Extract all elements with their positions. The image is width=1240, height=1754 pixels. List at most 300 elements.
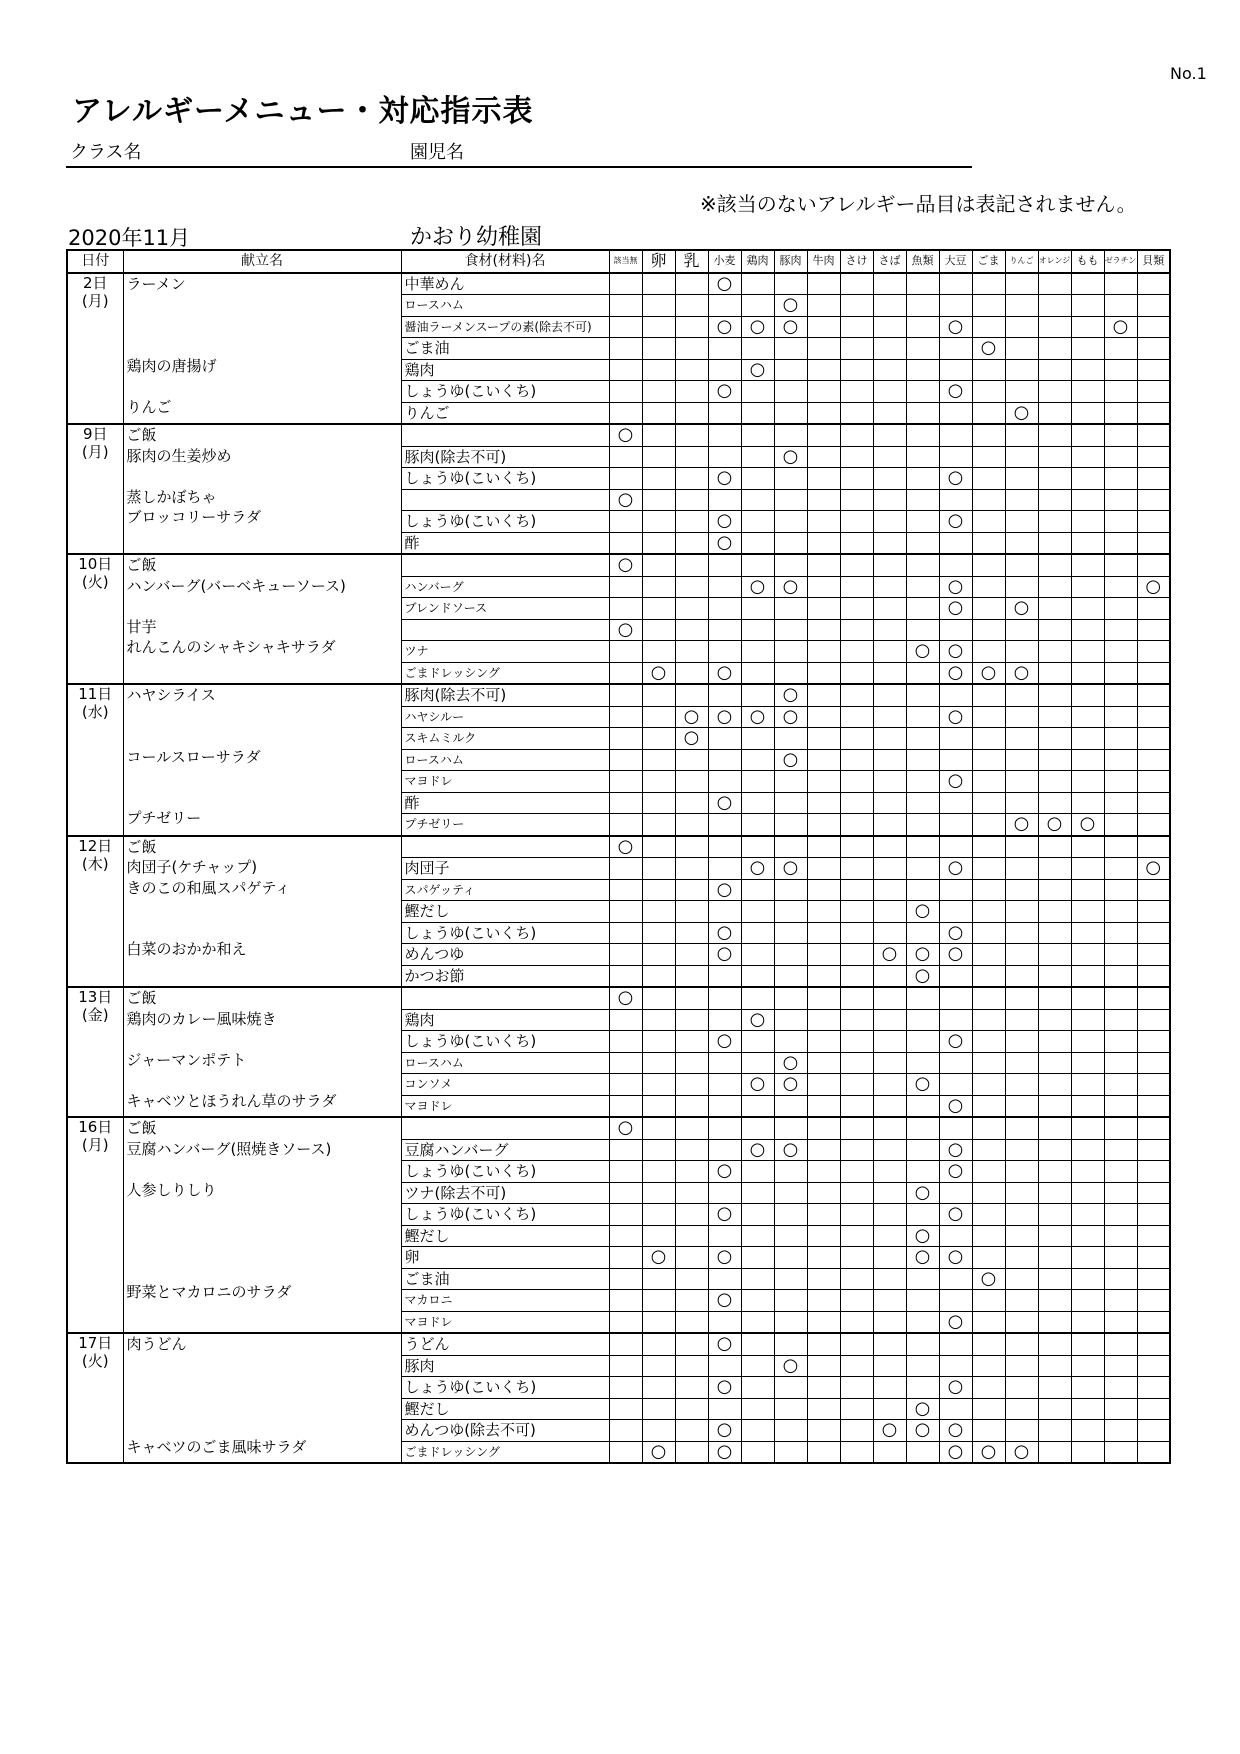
allergen-mark-cell — [642, 706, 675, 728]
allergen-mark-cell — [642, 489, 675, 511]
allergen-mark-cell — [1005, 944, 1038, 966]
allergen-mark-cell — [1038, 1031, 1071, 1053]
ingredient-cell: しょうゆ(こいくち) — [401, 1161, 609, 1183]
allergen-mark-cell — [1005, 619, 1038, 641]
allergen-mark-cell — [1104, 359, 1137, 381]
allergen-mark-cell — [807, 424, 840, 446]
allergen-mark-cell — [1038, 836, 1071, 858]
menu-name — [127, 466, 401, 487]
allergen-mark-cell — [741, 662, 774, 684]
allergen-mark-cell — [840, 749, 873, 771]
ingredient-cell: コンソメ — [401, 1074, 609, 1096]
header-row — [67, 250, 1170, 273]
allergen-mark-cell — [807, 489, 840, 511]
allergen-mark-cell — [642, 1420, 675, 1442]
allergen-mark-cell — [1137, 1095, 1170, 1117]
allergen-mark-cell — [840, 858, 873, 880]
allergen-mark-cell — [972, 446, 1005, 468]
allergen-mark-cell — [1005, 879, 1038, 901]
allergen-mark-cell — [807, 316, 840, 338]
allergen-mark-cell — [1137, 1074, 1170, 1096]
allergen-mark-cell — [675, 684, 708, 706]
allergen-mark-cell — [807, 706, 840, 728]
allergen-mark-cell — [1071, 295, 1104, 317]
allergen-mark-cell — [642, 771, 675, 793]
allergen-mark-cell: ○ — [609, 489, 642, 511]
allergen-mark-cell — [1104, 728, 1137, 750]
allergen-mark-cell — [840, 576, 873, 598]
allergen-mark-cell — [675, 1074, 708, 1096]
ingredient-cell: マカロニ — [401, 1290, 609, 1312]
allergen-mark-cell — [939, 1009, 972, 1031]
allergen-mark-cell — [741, 446, 774, 468]
allergen-mark-cell: ○ — [708, 662, 741, 684]
allergen-mark-cell — [1038, 684, 1071, 706]
allergen-mark-cell — [1038, 749, 1071, 771]
allergen-mark-cell — [906, 1117, 939, 1139]
allergen-mark-cell — [1005, 858, 1038, 880]
allergen-mark-cell — [774, 944, 807, 966]
allergen-mark-cell — [906, 771, 939, 793]
allergen-mark-cell — [1137, 338, 1170, 360]
allergen-mark-cell: ○ — [1038, 814, 1071, 836]
allergen-mark-cell — [642, 879, 675, 901]
allergen-mark-cell — [1038, 576, 1071, 598]
allergen-mark-cell — [1104, 858, 1137, 880]
allergen-mark-cell — [840, 446, 873, 468]
allergen-mark-cell — [1104, 381, 1137, 403]
allergen-mark-cell: ○ — [708, 1377, 741, 1399]
allergen-mark-cell — [906, 576, 939, 598]
date-weekday: (金) — [81, 1006, 109, 1024]
allergen-mark-cell — [1104, 1290, 1137, 1312]
menu-name — [127, 1355, 401, 1376]
allergen-mark-cell: ○ — [675, 706, 708, 728]
allergen-mark-cell — [1071, 836, 1104, 858]
header-allergen: 乳 — [675, 250, 708, 273]
allergen-mark-cell: ○ — [906, 944, 939, 966]
allergen-mark-cell: ○ — [741, 1009, 774, 1031]
allergen-mark-cell: ○ — [972, 338, 1005, 360]
allergen-mark-cell — [1005, 511, 1038, 533]
allergen-mark-cell — [972, 1009, 1005, 1031]
allergen-mark-cell — [906, 1095, 939, 1117]
allergen-mark-cell — [741, 338, 774, 360]
allergen-mark-cell — [1104, 1204, 1137, 1226]
allergen-mark-cell — [840, 1355, 873, 1377]
allergen-mark-cell — [1104, 1182, 1137, 1204]
ingredient-cell: プチゼリー — [401, 814, 609, 836]
allergen-mark-cell — [840, 814, 873, 836]
allergen-mark-cell — [774, 1290, 807, 1312]
date-day: 2日 — [82, 273, 108, 292]
allergen-mark-cell — [873, 1247, 906, 1269]
allergen-mark-cell — [774, 468, 807, 490]
allergen-mark-cell — [1038, 1117, 1071, 1139]
allergen-mark-cell — [675, 424, 708, 446]
allergen-mark-cell — [873, 1117, 906, 1139]
allergen-mark-cell — [708, 1052, 741, 1074]
allergen-mark-cell: ○ — [939, 468, 972, 490]
allergen-mark-cell — [840, 1377, 873, 1399]
allergen-mark-cell — [642, 1268, 675, 1290]
allergen-mark-cell — [708, 1117, 741, 1139]
allergen-mark-cell: ○ — [741, 316, 774, 338]
allergen-mark-cell — [1005, 576, 1038, 598]
allergen-mark-cell — [807, 402, 840, 424]
allergen-mark-cell — [741, 1095, 774, 1117]
allergen-mark-cell — [1137, 641, 1170, 663]
allergen-mark-cell — [741, 641, 774, 663]
allergen-mark-cell: ○ — [1005, 402, 1038, 424]
allergen-mark-cell — [1137, 965, 1170, 987]
allergen-mark-cell — [708, 1268, 741, 1290]
allergen-mark-cell — [609, 468, 642, 490]
allergen-mark-cell — [741, 1398, 774, 1420]
allergen-mark-cell — [642, 402, 675, 424]
ingredient-cell: 豚肉(除去不可) — [401, 446, 609, 468]
ingredient-cell: ごまドレッシング — [401, 662, 609, 684]
allergen-mark-cell — [642, 359, 675, 381]
allergen-mark-cell — [741, 1290, 774, 1312]
allergen-mark-cell — [675, 1355, 708, 1377]
allergen-mark-cell — [972, 879, 1005, 901]
allergen-mark-cell — [708, 489, 741, 511]
allergen-mark-cell — [1071, 1225, 1104, 1247]
allergen-mark-cell — [1038, 511, 1071, 533]
allergen-mark-cell — [1005, 1377, 1038, 1399]
allergen-mark-cell — [1071, 359, 1104, 381]
allergen-mark-cell — [642, 1290, 675, 1312]
allergen-mark-cell — [1137, 468, 1170, 490]
allergen-mark-cell — [1071, 1161, 1104, 1183]
ingredient-cell: 鶏肉 — [401, 359, 609, 381]
allergen-mark-cell — [840, 511, 873, 533]
allergen-mark-cell — [807, 1182, 840, 1204]
allergen-mark-cell — [873, 1009, 906, 1031]
allergen-mark-cell — [1071, 1268, 1104, 1290]
allergen-mark-cell — [939, 532, 972, 554]
allergen-mark-cell — [1104, 879, 1137, 901]
allergen-mark-cell — [1104, 402, 1137, 424]
allergen-mark-cell — [609, 1204, 642, 1226]
allergen-mark-cell — [906, 922, 939, 944]
allergen-mark-cell — [840, 1268, 873, 1290]
allergen-mark-cell — [642, 1095, 675, 1117]
allergen-mark-cell — [939, 728, 972, 750]
allergen-mark-cell — [906, 359, 939, 381]
allergen-mark-cell — [1071, 944, 1104, 966]
allergen-mark-cell — [873, 1182, 906, 1204]
allergen-mark-cell — [906, 273, 939, 295]
allergen-mark-cell — [807, 1333, 840, 1355]
allergen-mark-cell — [1038, 1052, 1071, 1074]
allergen-mark-cell — [1071, 381, 1104, 403]
allergen-mark-cell — [675, 792, 708, 814]
allergen-mark-cell — [1071, 987, 1104, 1009]
allergen-mark-cell — [741, 381, 774, 403]
allergen-mark-cell — [642, 1139, 675, 1161]
allergen-mark-cell — [840, 1333, 873, 1355]
allergen-mark-cell — [675, 814, 708, 836]
allergen-mark-cell — [1104, 901, 1137, 923]
allergen-mark-cell — [840, 1052, 873, 1074]
allergen-mark-cell — [708, 684, 741, 706]
table-body — [67, 273, 1170, 1464]
allergen-mark-cell — [906, 987, 939, 1009]
allergen-mark-cell — [609, 532, 642, 554]
allergen-mark-cell: ○ — [939, 598, 972, 620]
allergen-mark-cell — [1104, 1398, 1137, 1420]
allergen-mark-cell — [906, 402, 939, 424]
allergen-mark-cell — [807, 965, 840, 987]
allergen-mark-cell — [972, 511, 1005, 533]
allergen-mark-cell — [1038, 771, 1071, 793]
allergen-mark-cell — [1038, 273, 1071, 295]
allergen-mark-cell: ○ — [1137, 858, 1170, 880]
allergen-mark-cell — [840, 1247, 873, 1269]
allergen-mark-cell — [774, 1247, 807, 1269]
allergen-mark-cell — [1038, 1009, 1071, 1031]
allergen-mark-cell — [774, 728, 807, 750]
ingredient-cell: 酢 — [401, 792, 609, 814]
ingredient-cell: かつお節 — [401, 965, 609, 987]
allergen-mark-cell — [1137, 295, 1170, 317]
ingredient-cell: ごま油 — [401, 1268, 609, 1290]
allergen-mark-cell — [840, 879, 873, 901]
allergen-mark-cell — [642, 1311, 675, 1333]
header-allergen: ごま — [972, 250, 1005, 273]
allergen-mark-cell — [873, 316, 906, 338]
allergen-mark-cell — [1071, 316, 1104, 338]
allergen-mark-cell — [642, 1377, 675, 1399]
allergen-mark-cell — [774, 402, 807, 424]
allergen-mark-cell: ○ — [708, 468, 741, 490]
allergen-mark-cell — [609, 641, 642, 663]
ingredient-cell — [401, 424, 609, 446]
header-allergen: 大豆 — [939, 250, 972, 273]
allergen-mark-cell — [1038, 468, 1071, 490]
allergen-mark-cell — [774, 836, 807, 858]
allergen-mark-cell: ○ — [939, 1095, 972, 1117]
allergen-mark-cell — [807, 944, 840, 966]
allergen-mark-cell: ○ — [906, 1074, 939, 1096]
date-weekday: (月) — [81, 291, 109, 310]
allergen-mark-cell — [642, 1333, 675, 1355]
allergen-mark-cell — [1104, 338, 1137, 360]
allergen-mark-cell: ○ — [708, 381, 741, 403]
allergen-mark-cell — [807, 381, 840, 403]
date-cell — [67, 1117, 123, 1333]
allergen-mark-cell — [1137, 728, 1170, 750]
allergen-mark-cell — [1071, 1117, 1104, 1139]
allergen-mark-cell — [1137, 1031, 1170, 1053]
allergen-mark-cell — [675, 858, 708, 880]
allergen-mark-cell — [807, 792, 840, 814]
allergen-mark-cell — [675, 338, 708, 360]
allergen-mark-cell — [675, 749, 708, 771]
allergen-mark-cell: ○ — [708, 1333, 741, 1355]
allergen-mark-cell — [741, 728, 774, 750]
allergen-mark-cell — [675, 641, 708, 663]
allergen-mark-cell — [873, 468, 906, 490]
allergen-mark-cell — [741, 554, 774, 576]
allergen-mark-cell — [1038, 858, 1071, 880]
allergen-mark-cell: ○ — [708, 273, 741, 295]
allergen-mark-cell — [939, 1117, 972, 1139]
allergen-mark-cell — [972, 641, 1005, 663]
allergen-mark-cell — [1137, 879, 1170, 901]
allergen-mark-cell — [939, 836, 972, 858]
allergen-mark-cell — [873, 295, 906, 317]
allergen-mark-cell: ○ — [708, 1420, 741, 1442]
header-allergen: 卵 — [642, 250, 675, 273]
allergen-mark-cell — [906, 1290, 939, 1312]
date-weekday: (火) — [81, 573, 109, 591]
allergen-mark-cell: ○ — [906, 1420, 939, 1442]
ingredient-cell: めんつゆ(除去不可) — [401, 1420, 609, 1442]
menu-cell — [123, 987, 401, 1117]
allergen-mark-cell — [774, 1009, 807, 1031]
header-allergen: さけ — [840, 250, 873, 273]
allergen-mark-cell — [774, 489, 807, 511]
allergen-mark-cell — [1071, 1441, 1104, 1463]
allergen-mark-cell: ○ — [609, 554, 642, 576]
allergen-mark-cell — [807, 1420, 840, 1442]
allergen-mark-cell — [675, 922, 708, 944]
allergen-mark-cell — [972, 771, 1005, 793]
allergen-mark-cell — [1071, 619, 1104, 641]
allergen-mark-cell — [807, 987, 840, 1009]
allergen-mark-cell: ○ — [939, 316, 972, 338]
menu-name — [127, 1303, 401, 1324]
allergen-mark-cell — [1137, 662, 1170, 684]
menu-name: きのこの和風スパゲティ — [126, 878, 291, 897]
allergen-mark-cell — [774, 641, 807, 663]
allergen-mark-cell — [1071, 792, 1104, 814]
allergen-mark-cell — [708, 1009, 741, 1031]
allergen-mark-cell — [741, 814, 774, 836]
allergen-mark-cell — [1137, 1268, 1170, 1290]
allergen-mark-cell — [1137, 1333, 1170, 1355]
allergen-mark-cell — [642, 858, 675, 880]
allergen-mark-cell — [873, 359, 906, 381]
allergen-mark-cell — [1005, 295, 1038, 317]
name-line — [66, 140, 972, 168]
allergen-mark-cell — [873, 1161, 906, 1183]
allergen-mark-cell — [972, 316, 1005, 338]
date-cell — [67, 836, 123, 988]
allergen-mark-cell — [1071, 402, 1104, 424]
allergen-mark-cell: ○ — [939, 641, 972, 663]
allergen-mark-cell — [873, 1052, 906, 1074]
allergen-mark-cell — [708, 728, 741, 750]
allergen-mark-cell — [642, 965, 675, 987]
allergen-mark-cell — [807, 446, 840, 468]
allergen-mark-cell — [939, 359, 972, 381]
allergen-mark-cell — [675, 1398, 708, 1420]
allergen-mark-cell — [741, 965, 774, 987]
allergen-mark-cell — [675, 1204, 708, 1226]
allergen-mark-cell — [708, 771, 741, 793]
allergen-mark-cell: ○ — [741, 858, 774, 880]
allergen-mark-cell — [873, 771, 906, 793]
allergen-mark-cell — [675, 1225, 708, 1247]
allergen-mark-cell — [840, 684, 873, 706]
allergen-mark-cell — [642, 468, 675, 490]
allergen-mark-cell — [906, 1377, 939, 1399]
allergen-mark-cell — [1104, 295, 1137, 317]
allergen-mark-cell — [609, 316, 642, 338]
ingredient-cell — [401, 554, 609, 576]
year-month: 2020年11月 — [68, 226, 191, 250]
allergen-mark-cell — [675, 468, 708, 490]
allergen-mark-cell — [972, 836, 1005, 858]
allergen-mark-cell — [609, 792, 642, 814]
table-row — [67, 1117, 1170, 1139]
allergen-mark-cell — [939, 1333, 972, 1355]
allergen-mark-cell — [1005, 771, 1038, 793]
allergen-mark-cell — [741, 598, 774, 620]
allergen-mark-cell — [939, 489, 972, 511]
allergen-mark-cell — [741, 922, 774, 944]
allergen-mark-cell — [1005, 468, 1038, 490]
allergen-mark-cell — [807, 1031, 840, 1053]
allergen-mark-cell — [1071, 771, 1104, 793]
allergen-mark-cell — [807, 1377, 840, 1399]
allergen-mark-cell — [972, 1139, 1005, 1161]
allergen-mark-cell — [1071, 965, 1104, 987]
allergen-mark-cell — [1104, 944, 1137, 966]
allergen-mark-cell — [642, 814, 675, 836]
allergen-mark-cell — [1104, 1247, 1137, 1269]
allergen-mark-cell — [774, 987, 807, 1009]
allergen-mark-cell — [1038, 1074, 1071, 1096]
allergen-mark-cell — [1104, 662, 1137, 684]
ingredient-cell: 酢 — [401, 532, 609, 554]
allergen-mark-cell — [939, 1074, 972, 1096]
allergen-mark-cell — [741, 1333, 774, 1355]
allergen-mark-cell — [807, 1355, 840, 1377]
allergen-mark-cell — [642, 728, 675, 750]
allergen-mark-cell — [873, 532, 906, 554]
allergen-mark-cell — [1071, 1377, 1104, 1399]
allergen-mark-cell — [1038, 1355, 1071, 1377]
allergen-mark-cell — [972, 922, 1005, 944]
allergen-mark-cell: ○ — [873, 944, 906, 966]
allergen-mark-cell — [1137, 1290, 1170, 1312]
allergen-mark-cell — [1038, 641, 1071, 663]
allergen-mark-cell: ○ — [906, 1398, 939, 1420]
menu-name: ご飯 — [126, 556, 157, 574]
allergen-mark-cell — [873, 641, 906, 663]
allergen-mark-cell: ○ — [741, 576, 774, 598]
allergen-mark-cell — [675, 273, 708, 295]
allergen-mark-cell — [1005, 1355, 1038, 1377]
allergen-mark-cell — [840, 922, 873, 944]
allergen-mark-cell — [1137, 1398, 1170, 1420]
allergen-mark-cell — [873, 1355, 906, 1377]
allergen-mark-cell — [906, 316, 939, 338]
allergen-mark-cell — [906, 295, 939, 317]
menu-name: キャベツのごま風味サラダ — [126, 1437, 307, 1456]
allergen-mark-cell — [1137, 1117, 1170, 1139]
allergen-mark-cell — [642, 532, 675, 554]
header-date: 日付 — [67, 250, 123, 273]
allergen-mark-cell — [840, 1311, 873, 1333]
allergen-mark-cell — [972, 792, 1005, 814]
allergen-mark-cell — [675, 965, 708, 987]
